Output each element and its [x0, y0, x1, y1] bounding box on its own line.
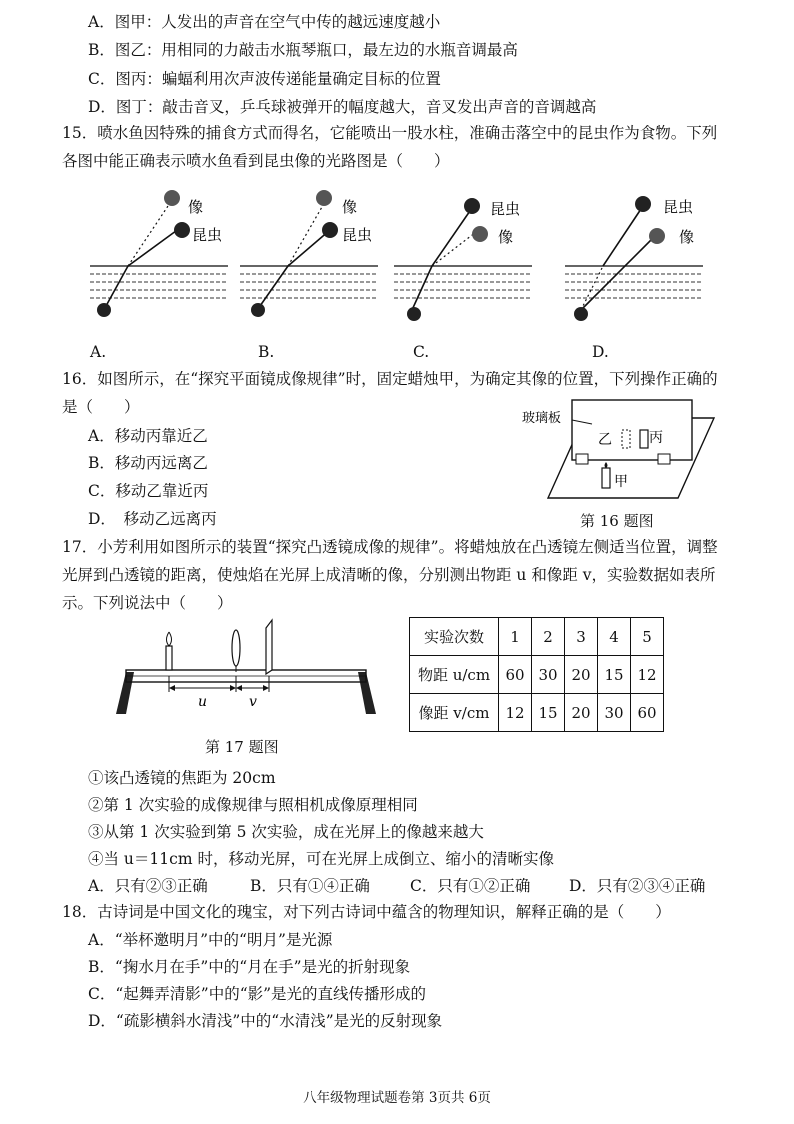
q15-b-label-image: 像	[342, 198, 358, 216]
table-cell: 3	[565, 618, 598, 656]
q15-figure-b	[238, 180, 388, 330]
table-cell: 2	[532, 618, 565, 656]
q18-stem: 18．古诗词是中国文化的瑰宝，对下列古诗词中蕴含的物理知识，解释正确的是（ ）	[62, 903, 671, 921]
q15-a-label-insect: 昆虫	[192, 226, 223, 244]
q16-figure	[518, 394, 718, 506]
q18-option-c: C．“起舞弄清影”中的“影”是光的直线传播形成的	[88, 985, 427, 1003]
table-cell: 像距 v/cm	[410, 694, 499, 732]
q16-label-glass: 玻璃板	[522, 411, 562, 426]
q15-c-label-insect: 昆虫	[490, 200, 521, 218]
table-cell: 物距 u/cm	[410, 656, 499, 694]
q15-c-label-image: 像	[498, 228, 514, 246]
q17-figure	[112, 618, 382, 720]
q15-stem-line1: 15．喷水鱼因特殊的捕食方式而得名，它能喷出一股水柱，准确击落空中的昆虫作为食物。下列	[62, 124, 718, 142]
q15-d-label-insect: 昆虫	[663, 198, 694, 216]
q16-stem-line1: 16．如图所示，在“探究平面镜成像规律”时，固定蜡烛甲，为确定其像的位置，下列操作正确的	[62, 370, 718, 388]
table-row	[410, 618, 664, 656]
q16-label-yi: 乙	[598, 432, 612, 448]
q15-choice-a: A.	[90, 343, 107, 361]
q15-d-label-image: 像	[679, 228, 695, 246]
q17-stem-line1: 17．小芳利用如图所示的装置“探究凸透镜成像的规律”。将蜡烛放在凸透镜左侧适当位置，调整	[62, 538, 718, 556]
q16-caption: 第 16 题图	[580, 512, 654, 530]
table-cell: 12	[631, 656, 664, 694]
table-row	[410, 656, 664, 694]
q15-b-label-insect: 昆虫	[342, 226, 373, 244]
q17-label-u: u	[198, 694, 208, 710]
q17-statement-2: ②第 1 次实验的成像规律与照相机成像原理相同	[88, 796, 418, 814]
q14-option-b: B．图乙：用相同的力敲击水瓶琴瓶口，最左边的水瓶音调最高	[88, 41, 518, 59]
q14-option-d: D．图丁：敲击音叉，乒乓球被弹开的幅度越大，音叉发出声音的音调越高	[88, 98, 597, 116]
table-cell: 5	[631, 618, 664, 656]
table-cell: 15	[532, 694, 565, 732]
q17-statement-3: ③从第 1 次实验到第 5 次实验，成在光屏上的像越来越大	[88, 823, 484, 841]
table-cell: 1	[499, 618, 532, 656]
table-cell: 60	[499, 656, 532, 694]
q18-option-b: B．“掬水月在手”中的“月在手”是光的折射现象	[88, 958, 411, 976]
q17-statement-1: ①该凸透镜的焦距为 20cm	[88, 769, 276, 787]
table-cell: 20	[565, 694, 598, 732]
table-cell: 4	[598, 618, 631, 656]
q15-stem-line2: 各图中能正确表示喷水鱼看到昆虫像的光路图是（ ）	[62, 152, 450, 170]
q16-option-d: D． 移动乙远离丙	[88, 510, 217, 528]
q16-label-jia: 甲	[614, 474, 628, 490]
q17-stem-line3: 示。下列说法中（ ）	[62, 594, 233, 612]
q16-option-b: B．移动丙远离乙	[88, 454, 208, 472]
table-cell: 12	[499, 694, 532, 732]
table-row	[410, 694, 664, 732]
q16-stem-line2: 是（ ）	[62, 398, 140, 416]
q15-choice-b: B.	[258, 343, 275, 361]
q17-label-v: v	[249, 694, 257, 710]
table-cell: 30	[598, 694, 631, 732]
q15-figure-a	[88, 180, 238, 330]
q18-option-d: D．“疏影横斜水清浅”中的“水清浅”是光的反射现象	[88, 1012, 443, 1030]
q15-choice-d: D.	[592, 343, 609, 361]
q17-choice-a: A．只有②③正确	[88, 877, 208, 895]
table-cell: 30	[532, 656, 565, 694]
q17-choice-c: C．只有①②正确	[410, 877, 531, 895]
table-cell: 实验次数	[410, 618, 499, 656]
page-footer: 八年级物理试题卷第 3页共 6页	[303, 1090, 491, 1106]
q18-option-a: A．“举杯邀明月”中的“明月”是光源	[88, 931, 333, 949]
table-cell: 60	[631, 694, 664, 732]
q14-option-c: C．图丙：蝙蝠利用次声波传递能量确定目标的位置	[88, 70, 441, 88]
q15-figure-c	[392, 180, 542, 330]
q15-choice-c: C.	[413, 343, 430, 361]
q14-option-a: A．图甲：人发出的声音在空气中传的越远速度越小	[88, 13, 441, 31]
table-cell: 15	[598, 656, 631, 694]
q17-choice-d: D．只有②③④正确	[569, 877, 706, 895]
q15-figure-d	[563, 180, 713, 330]
q16-option-a: A．移动丙靠近乙	[88, 427, 208, 445]
q17-data-table	[409, 617, 664, 732]
table-cell: 20	[565, 656, 598, 694]
q17-choice-b: B．只有①④正确	[250, 877, 370, 895]
q17-stem-line2: 光屏到凸透镜的距离，使烛焰在光屏上成清晰的像，分别测出物距 u 和像距 v，实验数据如表所	[62, 566, 716, 584]
q17-caption: 第 17 题图	[205, 738, 279, 756]
q15-a-label-image: 像	[188, 198, 204, 216]
q17-statement-4: ④当 u＝11cm 时，移动光屏，可在光屏上成倒立、缩小的清晰实像	[88, 850, 554, 868]
q16-label-bing: 丙	[649, 430, 663, 446]
q16-option-c: C．移动乙靠近丙	[88, 482, 209, 500]
